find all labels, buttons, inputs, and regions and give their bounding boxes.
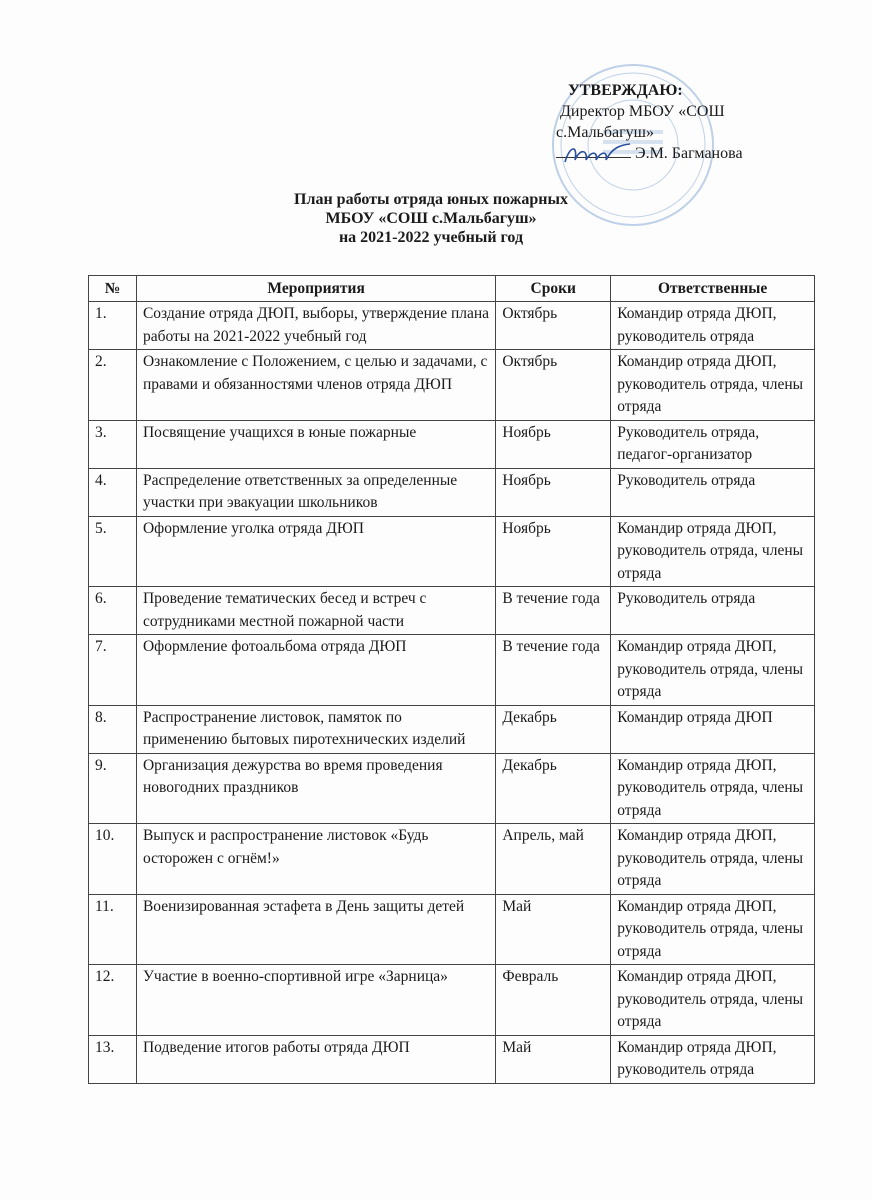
cell-event: Организация дежурства во время проведения новогодних праздников — [136, 753, 495, 824]
cell-term: Май — [496, 1035, 611, 1083]
table-row — [89, 894, 815, 965]
plan-table — [88, 275, 815, 1084]
cell-number: 7. — [89, 635, 137, 706]
cell-event: Участие в военно-спортивной игре «Зарница» — [136, 965, 495, 1036]
signature — [560, 140, 640, 170]
table-row — [89, 705, 815, 753]
cell-term: В течение года — [496, 635, 611, 706]
cell-responsible: Командир отряда ДЮП, руководитель отряда, члены отряда — [611, 350, 815, 421]
table-row — [89, 350, 815, 421]
cell-number: 8. — [89, 705, 137, 753]
document-title — [0, 190, 872, 247]
cell-number: 9. — [89, 753, 137, 824]
cell-responsible: Руководитель отряда — [611, 468, 815, 516]
cell-event: Проведение тематических бесед и встреч с сотрудниками местной пожарной части — [136, 587, 495, 635]
cell-event: Выпуск и распространение листовок «Будь осторожен с огнём!» — [136, 824, 495, 895]
cell-number: 5. — [89, 516, 137, 587]
cell-event: Подведение итогов работы отряда ДЮП — [136, 1035, 495, 1083]
table-row — [89, 824, 815, 895]
cell-event: Оформление фотоальбома отряда ДЮП — [136, 635, 495, 706]
cell-responsible: Командир отряда ДЮП, руководитель отряда, члены отряда — [611, 965, 815, 1036]
cell-number: 12. — [89, 965, 137, 1036]
table-row — [89, 1035, 815, 1083]
cell-event: Ознакомление с Положением, с целью и задачами, с правами и обязанностями членов отряда ДЮП — [136, 350, 495, 421]
cell-term: Февраль — [496, 965, 611, 1036]
table-header — [89, 276, 815, 302]
cell-responsible: Командир отряда ДЮП, руководитель отряда — [611, 302, 815, 350]
cell-responsible: Командир отряда ДЮП, руководитель отряда — [611, 1035, 815, 1083]
approval-heading: УТВЕРЖДАЮ: — [568, 82, 683, 99]
cell-number: 13. — [89, 1035, 137, 1083]
cell-event: Распространение листовок, памяток по применению бытовых пиротехнических изделий — [136, 705, 495, 753]
cell-number: 10. — [89, 824, 137, 895]
cell-responsible: Руководитель отряда — [611, 587, 815, 635]
cell-term: Октябрь — [496, 350, 611, 421]
cell-term: Октябрь — [496, 302, 611, 350]
table-row — [89, 420, 815, 468]
cell-number: 1. — [89, 302, 137, 350]
cell-responsible: Командир отряда ДЮП, руководитель отряда, члены отряда — [611, 824, 815, 895]
table-row — [89, 587, 815, 635]
approval-name: Э.М. Багманова — [635, 145, 743, 162]
cell-term: Май — [496, 894, 611, 965]
title-line-1: План работы отряда юных пожарных — [294, 191, 568, 208]
header-number: № — [89, 276, 137, 302]
table-row — [89, 468, 815, 516]
cell-term: Декабрь — [496, 753, 611, 824]
cell-event: Оформление уголка отряда ДЮП — [136, 516, 495, 587]
cell-term: В течение года — [496, 587, 611, 635]
table-row — [89, 516, 815, 587]
title-line-3: на 2021-2022 учебный год — [338, 229, 524, 246]
cell-term: Декабрь — [496, 705, 611, 753]
cell-event: Военизированная эстафета в День защиты детей — [136, 894, 495, 965]
table-row — [89, 302, 815, 350]
cell-term: Апрель, май — [496, 824, 611, 895]
cell-event: Распределение ответственных за определенные участки при эвакуации школьников — [136, 468, 495, 516]
header-responsible: Ответственные — [611, 276, 815, 302]
cell-event: Посвящение учащихся в юные пожарные — [136, 420, 495, 468]
cell-event: Создание отряда ДЮП, выборы, утверждение плана работы на 2021-2022 учебный год — [136, 302, 495, 350]
cell-term: Ноябрь — [496, 468, 611, 516]
cell-term: Ноябрь — [496, 516, 611, 587]
cell-term: Ноябрь — [496, 420, 611, 468]
cell-number: 4. — [89, 468, 137, 516]
cell-responsible: Командир отряда ДЮП, руководитель отряда, члены отряда — [611, 635, 815, 706]
cell-responsible: Командир отряда ДЮП, руководитель отряда, члены отряда — [611, 516, 815, 587]
cell-number: 3. — [89, 420, 137, 468]
title-line-2: МБОУ «СОШ с.Мальбагуш» — [325, 210, 537, 227]
cell-number: 6. — [89, 587, 137, 635]
header-event: Мероприятия — [136, 276, 495, 302]
cell-responsible: Руководитель отряда, педагог-организатор — [611, 420, 815, 468]
table-row — [89, 753, 815, 824]
table-row — [89, 965, 815, 1036]
approval-position-2: с.Мальбагуш» — [556, 124, 654, 141]
cell-number: 11. — [89, 894, 137, 965]
cell-responsible: Командир отряда ДЮП, руководитель отряда, члены отряда — [611, 753, 815, 824]
cell-number: 2. — [89, 350, 137, 421]
table-row — [89, 635, 815, 706]
approval-position-1: Директор МБОУ «СОШ — [560, 103, 725, 120]
header-term: Сроки — [496, 276, 611, 302]
cell-responsible: Командир отряда ДЮП — [611, 705, 815, 753]
cell-responsible: Командир отряда ДЮП, руководитель отряда, члены отряда — [611, 894, 815, 965]
